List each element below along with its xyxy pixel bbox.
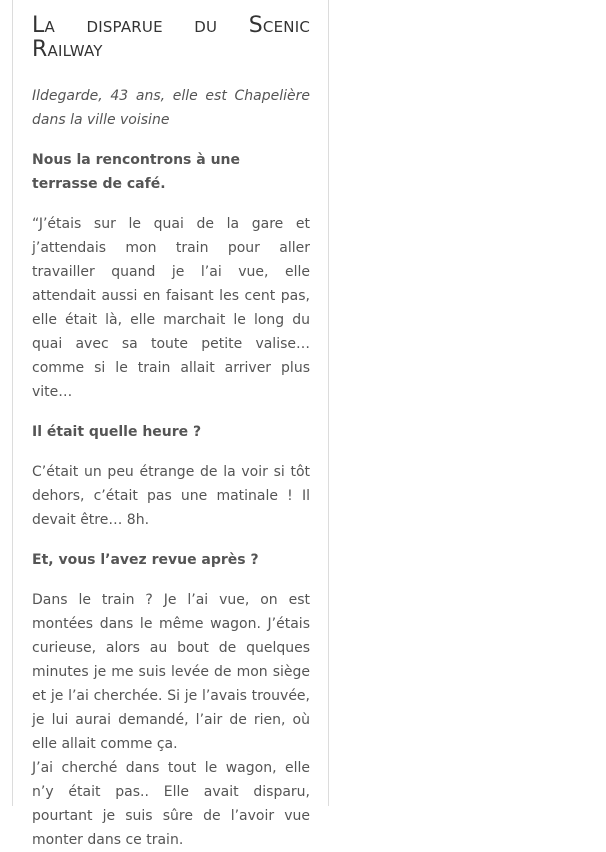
article-title: La disparue du Scenic Railway <box>32 13 310 62</box>
answer-paragraph: “J’étais sur le quai de la gare et j’attendais mon train pour aller travailler quand je l’ai vue, elle attendait aussi en faisant les cent pas, elle était là, elle marchait le long du quai avec sa toute petite valise… comme si le train allait arriver plus vite… <box>32 216 310 400</box>
question-heading: Il était quelle heure ? <box>32 424 202 440</box>
article-subtitle: Ildegarde, 43 ans, elle est Chapelière dans la ville voisine <box>32 88 310 128</box>
answer-part: J’ai cherché dans tout le wagon, elle n’y était pas.. Elle avait disparu, pourtant je suis sûre de l’avoir vue monter dans ce train. <box>32 760 310 848</box>
answer-paragraph: C’était un peu étrange de la voir si tôt dehors, c’était pas une matinale ! Il devait être… 8h. <box>32 464 310 528</box>
question-heading: Et, vous l’avez revue après ? <box>32 552 259 568</box>
intro-text: Nous la rencontrons à une terrasse de café. <box>32 152 241 192</box>
answer-part: Dans le train ? Je l’ai vue, on est montées dans le même wagon. J’étais curieuse, alors au bout de quelques minutes je me suis levée de mon siège et je l’ai cherchée. Si je l’avais trouvée, je lui aurai demandé, l’air de rien, où elle allait comme ça. <box>32 592 310 752</box>
article-column <box>12 0 329 848</box>
answer-paragraph <box>32 588 310 852</box>
